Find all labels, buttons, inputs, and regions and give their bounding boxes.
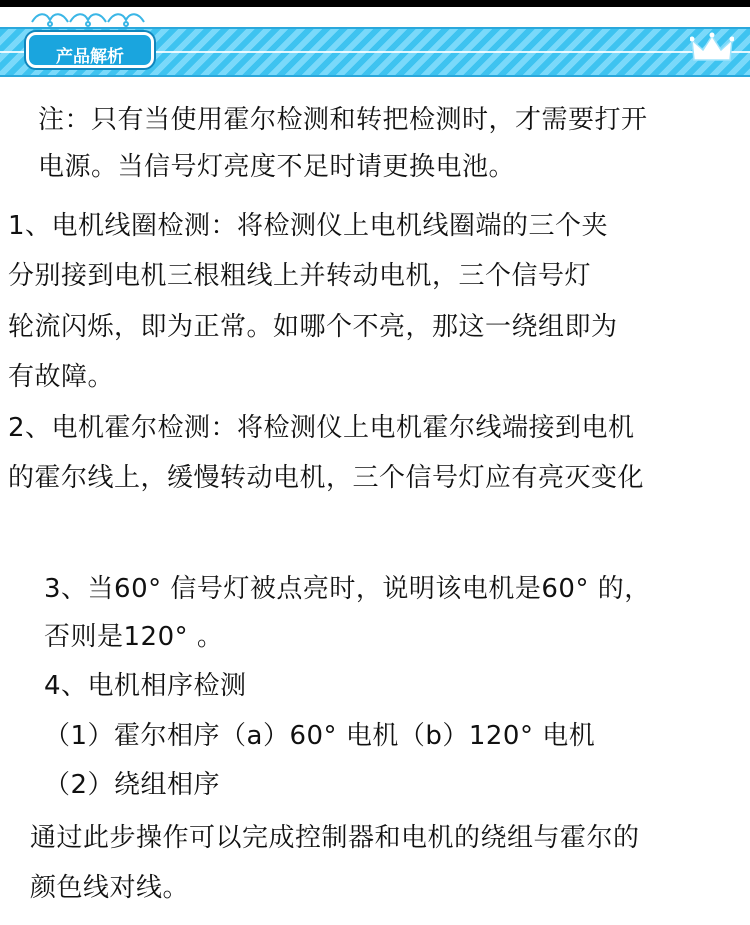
item1-line-4: 有故障。 (8, 362, 115, 392)
item1-line-3: 轮流闪烁，即为正常。如哪个不亮，那这一绕组即为 (8, 312, 618, 342)
final-line-2: 颜色线对线。 (30, 873, 190, 903)
top-black-bar (0, 0, 750, 7)
item2-line-2: 的霍尔线上，缓慢转动电机，三个信号灯应有亮灭变化 (8, 463, 645, 493)
final-line-1: 通过此步操作可以完成控制器和电机的绕组与霍尔的 (30, 823, 640, 853)
item3-line-1: 3、当60° 信号灯被点亮时，说明该电机是60° 的， (44, 574, 651, 604)
tag-label: 产品解析 (56, 47, 124, 67)
item4-sub-1: （1）霍尔相序（a）60° 电机（b）120° 电机 (44, 721, 596, 751)
product-analysis-tag (26, 32, 154, 68)
note-line-1: 注：只有当使用霍尔检测和转把检测时，才需要打开 (38, 105, 648, 135)
item2-line-1: 2、电机霍尔检测：将检测仪上电机霍尔线端接到电机 (8, 413, 635, 443)
crown-icon (690, 32, 734, 64)
ornament-decoration (30, 10, 160, 28)
item3-line-2: 否则是120° 。 (44, 622, 224, 652)
item4-heading: 4、电机相序检测 (44, 671, 247, 701)
item1-line-2: 分别接到电机三根粗线上并转动电机，三个信号灯 (8, 261, 592, 291)
item1-line-1: 1、电机线圈检测：将检测仪上电机线圈端的三个夹 (8, 211, 609, 241)
item4-sub-2: （2）绕组相序 (44, 770, 221, 800)
note-line-2: 电源。当信号灯亮度不足时请更换电池。 (38, 152, 516, 182)
